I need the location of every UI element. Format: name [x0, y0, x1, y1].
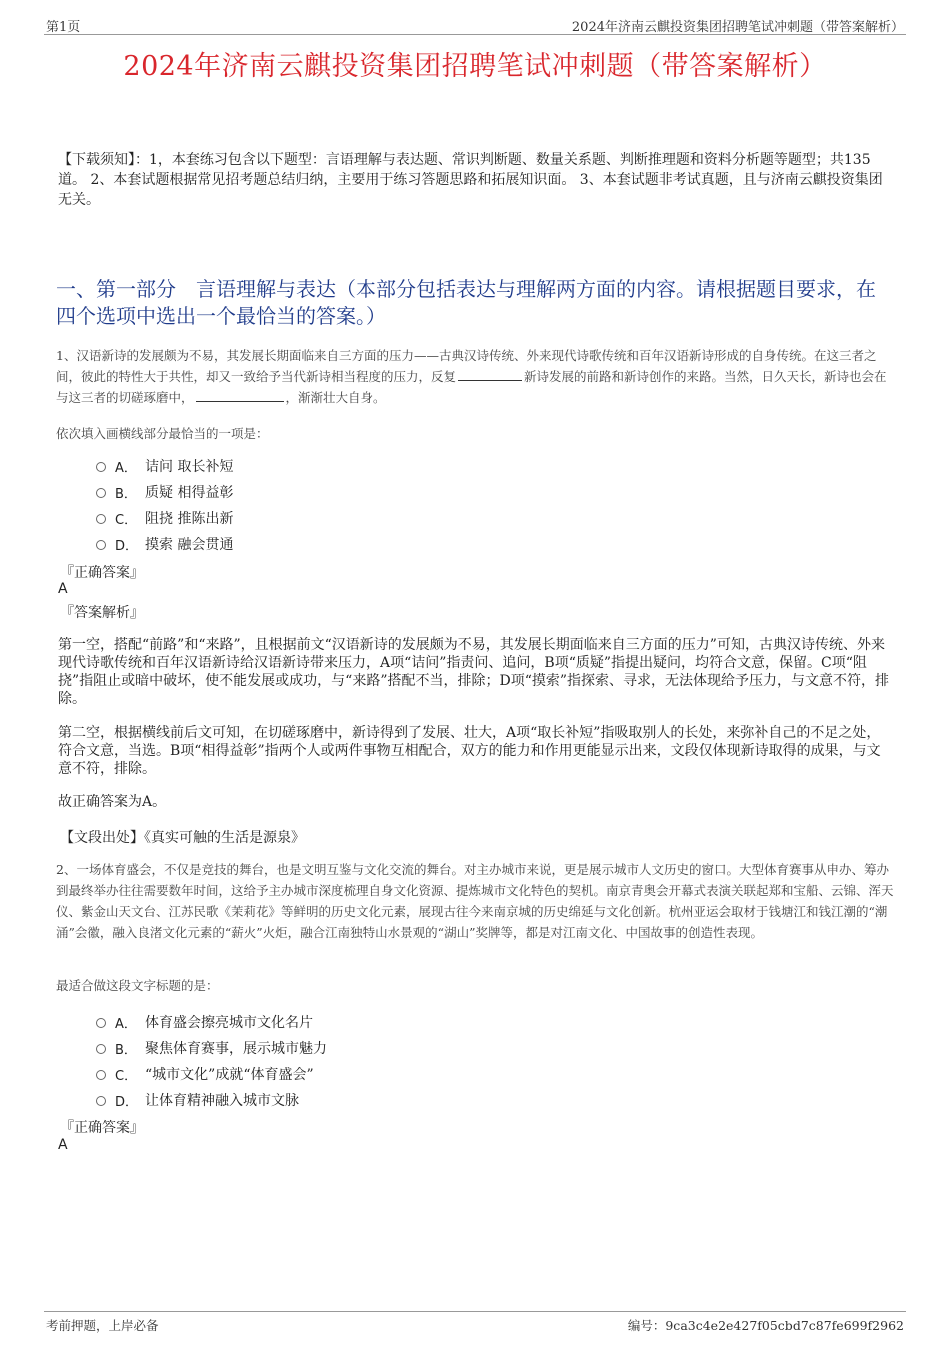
radio-icon[interactable]	[96, 1070, 106, 1080]
option-d[interactable]: D． 让体育精神融入城市文脉	[96, 1087, 327, 1113]
question-1-stem: 1、汉语新诗的发展颇为不易，其发展长期面临来自三方面的压力——古典汉诗传统、外来现代诗歌传统和百年汉语新诗形成的自身传统。在这三者之间，彼此的特性大于共性，却又一致给予当代新诗相当程度的压力，反复 新诗发展的前路和新诗创作的来路。当然，日久天长，新诗也会在与这三者的切磋琢磨中， ，渐渐壮大自身。	[56, 348, 887, 405]
radio-icon[interactable]	[96, 462, 106, 472]
header-doc-title: 2024年济南云麒投资集团招聘笔试冲刺题（带答案解析）	[571, 20, 904, 35]
question-2-options	[96, 1009, 327, 1113]
correct-answer: A	[58, 581, 68, 597]
page-header	[44, 14, 906, 35]
correct-answer-label: 『正确答案』	[60, 565, 144, 581]
option-d[interactable]: D． 摸索 融会贯通	[96, 531, 233, 557]
radio-icon[interactable]	[96, 488, 106, 498]
option-b[interactable]: B． 质疑 相得益彰	[96, 479, 233, 505]
question-1-options	[96, 453, 233, 557]
passage-source: 【文段出处】《真实可触的生活是源泉》	[60, 830, 305, 846]
option-b[interactable]: B． 聚焦体育赛事，展示城市魅力	[96, 1035, 327, 1061]
section-heading: 一、第一部分 言语理解与表达（本部分包括表达与理解两方面的内容。请根据题目要求，在四个选项中选出一个最恰当的答案。）	[56, 277, 876, 328]
question-1-prompt: 依次填入画横线部分最恰当的一项是：	[56, 426, 269, 441]
correct-answer: A	[58, 1137, 68, 1153]
blank-2	[196, 389, 284, 402]
question-2-stem: 2、一场体育盛会，不仅是竞技的舞台，也是文明互鉴与文化交流的舞台。对主办城市来说，更是展示城市人文历史的窗口。大型体育赛事从申办、筹办到最终举办往往需要数年时间，这给予主办城市深度梳理自身文化资源、提炼城市文化特色的契机。南京青奥会开幕式表演关联起郑和宝船、云锦、浑天仪、紫金山天文台、江苏民歌《茉莉花》等鲜明的历史文化元素，展现古往今来南京城的历史绵延与文化创新。杭州亚运会取材于钱塘江和钱江潮的“潮涌”会徽，融入良渚文化元素的“薪火”火炬，融合江南独特山水景观的“湖山”奖牌等，都是对江南文化、中国故事的创造性表现。	[56, 862, 894, 940]
radio-icon[interactable]	[96, 1044, 106, 1054]
analysis-paragraph-2: 第二空，根据横线前后文可知，在切磋琢磨中，新诗得到了发展、壮大，A项“取长补短”指吸取别人的长处，来弥补自己的不足之处，符合文意，当选。B项“相得益彰”指两个人或两件事物互相配合，双方的能力和作用更能显示出来，文段仅体现新诗取得的成果，与文意不符，排除。	[58, 725, 881, 777]
analysis-paragraph-1: 第一空，搭配“前路”和“来路”，且根据前文“汉语新诗的发展颇为不易，其发展长期面临来自三方面的压力”可知，古典汉诗传统、外来现代诗歌传统和百年汉语新诗给汉语新诗带来压力，A项“诘问”指责问、追问，B项“质疑”指提出疑问，均符合文意，保留。C项“阻挠”指阻止或暗中破坏，使不能发展或成功，与“来路”搭配不当，排除；D项“摸索”指探索、寻求，无法体现给予压力，与文意不符，排除。	[58, 637, 890, 707]
page-footer	[44, 1311, 906, 1334]
radio-icon[interactable]	[96, 514, 106, 524]
footer-slogan: 考前押题，上岸必备	[46, 1318, 159, 1333]
page-number: 第1页	[46, 20, 81, 35]
radio-icon[interactable]	[96, 540, 106, 550]
analysis-conclusion: 故正确答案为A。	[58, 794, 167, 810]
download-notice: 【下载须知】：1，本套练习包含以下题型：言语理解与表达题、常识判断题、数量关系题、判断推理题和资料分析题等题型；共135道。 2、本套试题根据常见招考题总结归纳，主要用于练习答题思路和拓展知识面。 3、本套试题非考试真题，且与济南云麒投资集团无关。	[58, 152, 883, 208]
radio-icon[interactable]	[96, 1096, 106, 1106]
option-a[interactable]: A． 诘问 取长补短	[96, 453, 233, 479]
radio-icon[interactable]	[96, 1018, 106, 1028]
option-a[interactable]: A． 体育盛会擦亮城市文化名片	[96, 1009, 327, 1035]
document-id: 编号：9ca3c4e2e427f05cbd7c87fe699f2962	[627, 1318, 904, 1333]
option-c[interactable]: C． “城市文化”成就“体育盛会”	[96, 1061, 327, 1087]
blank-1	[458, 368, 522, 381]
document-title: 2024年济南云麒投资集团招聘笔试冲刺题（带答案解析）	[123, 51, 827, 82]
option-c[interactable]: C． 阻挠 推陈出新	[96, 505, 233, 531]
correct-answer-label: 『正确答案』	[60, 1120, 144, 1136]
question-2-prompt: 最适合做这段文字标题的是：	[56, 978, 219, 993]
analysis-label: 『答案解析』	[60, 605, 144, 621]
